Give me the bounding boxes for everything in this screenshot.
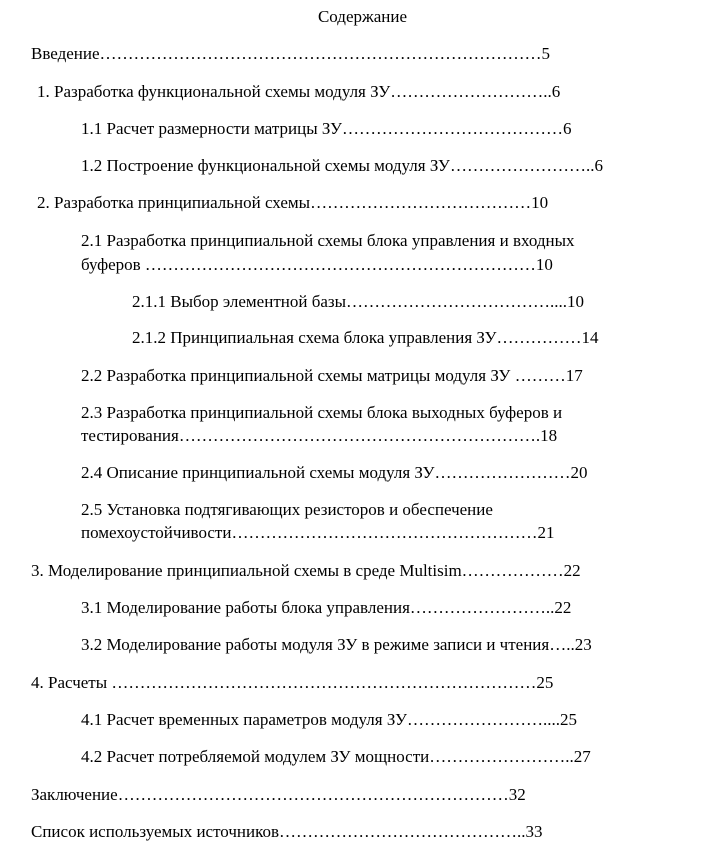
toc-entry-2-3-line1: 2.3 Разработка принципиальной схемы блока выходных буферов и bbox=[81, 403, 563, 422]
toc-entry-2-1-1: 2.1.1 Выбор элементной базы………………………………....10 bbox=[132, 292, 585, 311]
toc-entry-4: 4. Расчеты …………………………………………………………………25 bbox=[31, 673, 554, 692]
toc-entry-2-1-2: 2.1.2 Принципиальная схема блока управления ЗУ……………14 bbox=[132, 328, 599, 347]
toc-entry-3: 3. Моделирование принципиальной схемы в среде Multisim………………22 bbox=[31, 561, 581, 580]
toc-entry-2-5-line2: помехоустойчивости………………………………………………21 bbox=[81, 523, 555, 542]
toc-entry-3-2: 3.2 Моделирование работы модуля ЗУ в режиме записи и чтения…..23 bbox=[81, 635, 592, 654]
toc-entry-1: 1. Разработка функциональной схемы модуля ЗУ………………………..6 bbox=[37, 82, 561, 101]
toc-entry-1-1: 1.1 Расчет размерности матрицы ЗУ…………………………………6 bbox=[81, 119, 572, 138]
toc-entry-2-3-line2: тестирования……………………………………………………….18 bbox=[81, 426, 558, 445]
toc-entry-3-1: 3.1 Моделирование работы блока управления……………………..22 bbox=[81, 598, 572, 617]
toc-entry-2: 2. Разработка принципиальной схемы…………………………………10 bbox=[37, 193, 549, 212]
toc-entry-4-2: 4.2 Расчет потребляемой модулем ЗУ мощности……………………..27 bbox=[81, 747, 591, 766]
toc-entry-intro: Введение……………………………………………………………………5 bbox=[31, 44, 551, 63]
toc-entry-2-1-line2: буферов ……………………………………………………………10 bbox=[81, 255, 553, 274]
toc-entry-1-2: 1.2 Построение функциональной схемы модуля ЗУ……………………..6 bbox=[81, 156, 603, 175]
toc-entry-2-1-line1: 2.1 Разработка принципиальной схемы блока управления и входных bbox=[81, 231, 575, 250]
toc-entry-2-2: 2.2 Разработка принципиальной схемы матрицы модуля ЗУ ………17 bbox=[81, 366, 583, 385]
toc-entry-4-1: 4.1 Расчет временных параметров модуля ЗУ……………………....25 bbox=[81, 710, 577, 729]
toc-entry-references: Список используемых источников……………………………………..33 bbox=[31, 822, 543, 841]
toc-entry-2-4: 2.4 Описание принципиальной схемы модуля ЗУ……………………20 bbox=[81, 463, 588, 482]
toc-entry-2-5-line1: 2.5 Установка подтягивающих резисторов и обеспечение bbox=[81, 500, 493, 519]
toc-title: Содержание bbox=[317, 7, 408, 26]
toc-entry-conclusion: Заключение……………………………………………………………32 bbox=[31, 785, 526, 804]
